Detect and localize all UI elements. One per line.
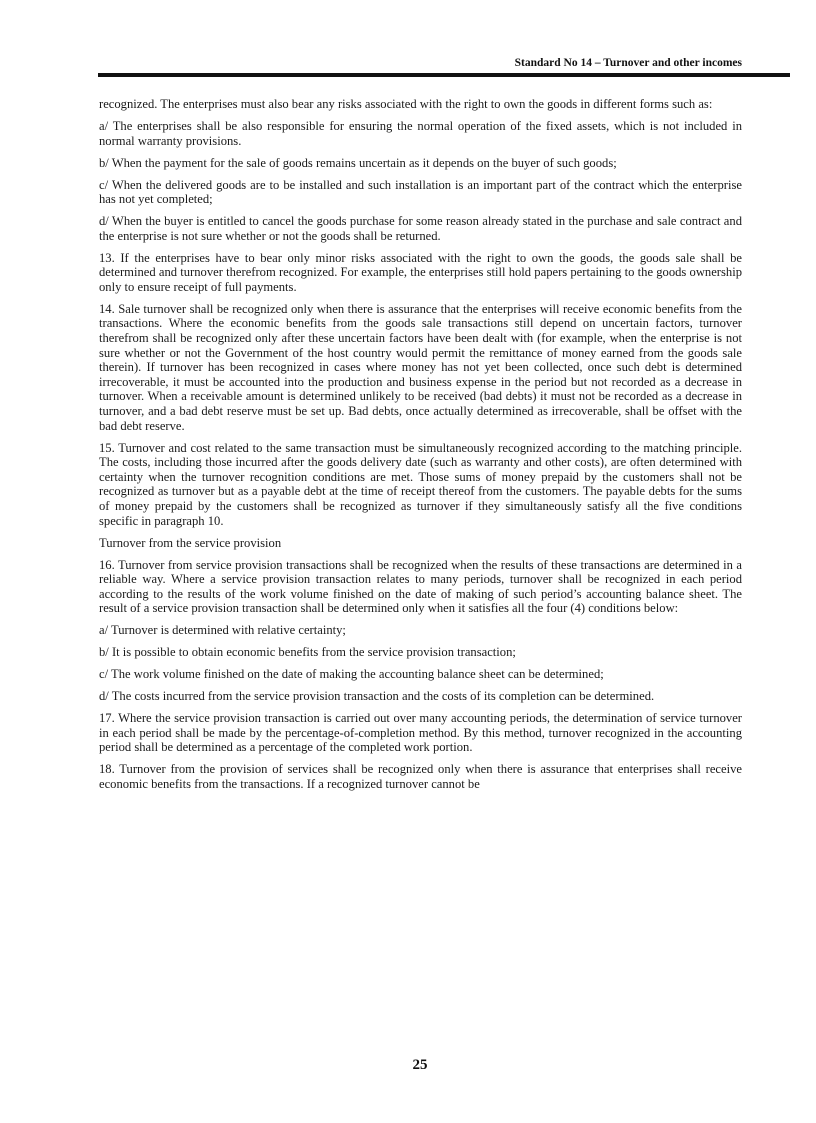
header-divider [98, 73, 790, 77]
paragraph: c/ The work volume finished on the date of making the accounting balance sheet can be determined; [99, 667, 604, 682]
running-header: Standard No 14 – Turnover and other incomes [514, 57, 742, 69]
paragraph: 18. Turnover from the provision of services shall be recognized only when there is assurance that enterprises shall receive economic benefits from the transactions. If a recognized turnover cannot be [99, 762, 742, 792]
paragraph: d/ When the buyer is entitled to cancel the goods purchase for some reason already stated in the purchase and sale contract and the enterprise is not sure whether or not the goods shall be returned. [99, 214, 742, 243]
body-text [99, 97, 742, 799]
paragraph: 15. Turnover and cost related to the same transaction must be simultaneously recognized according to the matching principle. The costs, including those incurred after the goods delivery date (such as warranty and other costs), are often determined with certainty when the turnover recognition conditions are met. Those sums of money prepaid by the customers shall not be recognized as turnover but as a payable debt at the time of receipt thereof from the customers. The payable debts for the sums of money prepaid by the customers shall be recognized as turnover if they simultaneously satisfy all the five conditions specific in paragraph 10. [99, 440, 742, 528]
section-heading: Turnover from the service provision [99, 535, 282, 550]
paragraph: 13. If the enterprises have to bear only minor risks associated with the right to own the goods, the goods sale shall be determined and turnover therefrom recognized. For example, the enterprises still hold papers pertaining to the goods ownership only to ensure receipt of full payments. [99, 250, 742, 294]
paragraph: c/ When the delivered goods are to be installed and such installation is an important part of the contract which the enterprise has not yet completed; [99, 177, 742, 207]
paragraph: 17. Where the service provision transaction is carried out over many accounting periods, the determination of service turnover in each period shall be made by the percentage-of-completion method. By this method, turnover recognized in the accounting period shall be determined as a percentage of the completed work portion. [99, 711, 742, 755]
paragraph: b/ When the payment for the sale of goods remains uncertain as it depends on the buyer of such goods; [99, 155, 617, 170]
page-number: 25 [412, 1057, 428, 1073]
paragraph: 14. Sale turnover shall be recognized only when there is assurance that the enterprises will receive economic benefits from the transactions. Where the economic benefits from the goods sale transactions still depend on uncertain factors, turnover therefrom shall be recognized only after these uncertain factors have been dealt with (for example, when the enterprise is not sure whether or not the Government of the host country would permit the remittance of money earned from the goods sale therein). If turnover has been recognized in cases where money has not yet been collected, once such debt is determined irrecoverable, it must be accounted into the production and business expense in the period but not recorded as a decrease in turnover. When a receivable amount is determined unlikely to be received (bad debts) it must not be recorded as a decrease in turnover, and a bad debt reserve must be set up. Bad debts, once actually determined as irrecoverable, shall be offset with the bad debt reserve. [99, 301, 742, 433]
paragraph: a/ The enterprises shall be also responsible for ensuring the normal operation of the fixed assets, which is not included in normal warranty provisions. [99, 118, 742, 148]
paragraph: recognized. The enterprises must also bear any risks associated with the right to own the goods in different forms such as: [99, 97, 713, 111]
paragraph: b/ It is possible to obtain economic benefits from the service provision transaction; [99, 645, 516, 660]
paragraph: d/ The costs incurred from the service provision transaction and the costs of its completion can be determined. [99, 689, 655, 704]
paragraph: 16. Turnover from service provision transactions shall be recognized when the results of these transactions are determined in a reliable way. Where a service provision transaction relates to many periods, turnover shall be recognized in each period according to the results of the work volume finished on the date of making of such period’s accounting balance sheet. The result of a service provision transaction shall be determined only when it satisfies all the four (4) conditions below: [99, 557, 742, 616]
paragraph: a/ Turnover is determined with relative certainty; [99, 623, 346, 638]
